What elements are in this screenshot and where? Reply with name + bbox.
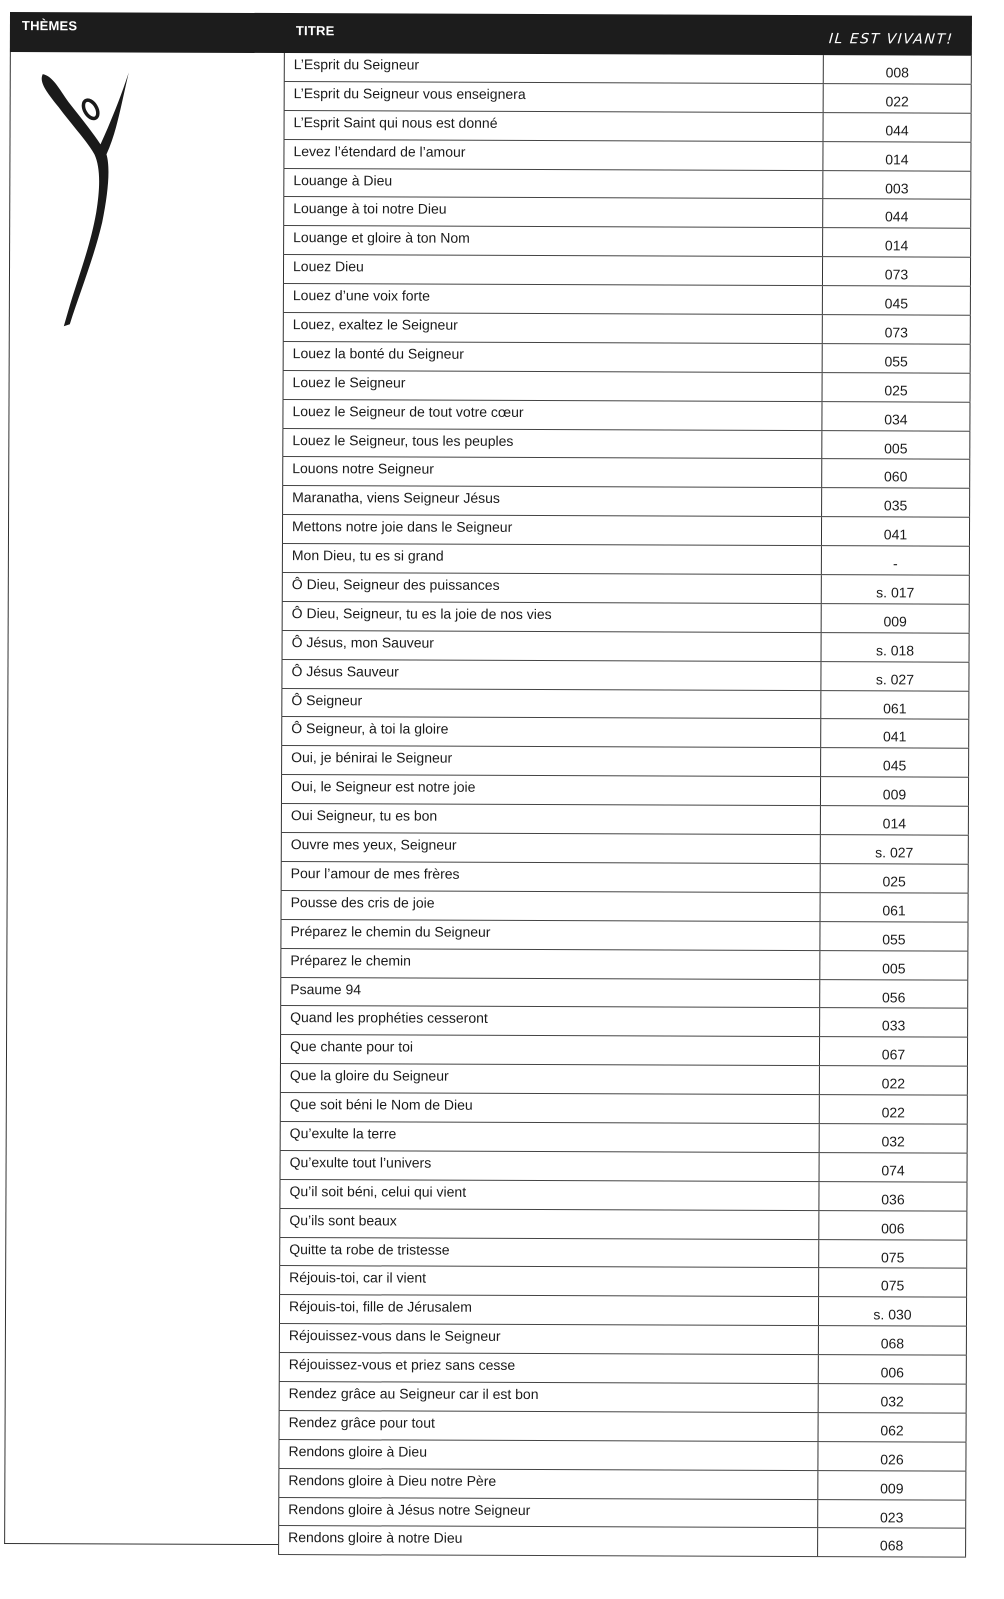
table-row: [280, 920, 968, 952]
song-number-cell: 009: [818, 1471, 966, 1499]
song-title-cell: Rendons gloire à Jésus notre Seigneur: [278, 1498, 818, 1528]
table-row: [281, 804, 969, 836]
table-row: [280, 1006, 968, 1038]
song-number-cell: 022: [824, 84, 972, 112]
song-title-cell: Réjouissez-vous dans le Seigneur: [279, 1324, 819, 1354]
themes-column: [4, 52, 284, 1545]
song-title-cell: L’Esprit Saint qui nous est donné: [284, 111, 824, 141]
song-number-cell: 032: [820, 1124, 968, 1152]
song-title-cell: Ô Jésus Sauveur: [281, 660, 821, 690]
song-number-cell: 036: [819, 1182, 967, 1210]
song-title-cell: Louez, exaltez le Seigneur: [283, 313, 823, 343]
song-title-cell: Louange à Dieu: [283, 169, 823, 199]
table-row: [283, 140, 971, 172]
song-title-cell: Louez le Seigneur de tout votre cœur: [282, 400, 822, 430]
song-number-cell: 014: [823, 228, 971, 256]
table-row: [279, 1266, 967, 1298]
table-row: [279, 1382, 967, 1414]
song-number-cell: 075: [819, 1269, 967, 1297]
song-title-cell: Ouvre mes yeux, Seigneur: [281, 833, 821, 863]
song-title-cell: Louez le Seigneur, tous les peuples: [282, 429, 822, 459]
song-title-cell: Levez l’étendard de l’amour: [283, 140, 823, 170]
table-row: [281, 660, 969, 692]
song-number-cell: s. 027: [821, 835, 969, 863]
table-row: [280, 1151, 968, 1183]
song-number-cell: 073: [823, 257, 971, 285]
song-title-cell: Ô Jésus, mon Sauveur: [282, 631, 822, 661]
song-number-cell: 041: [822, 517, 970, 545]
song-number-cell: 026: [818, 1442, 966, 1470]
song-title-cell: Oui, le Seigneur est notre joie: [281, 775, 821, 805]
table-row: [282, 573, 970, 605]
song-number-cell: s. 027: [821, 662, 969, 690]
table-row: [279, 1353, 967, 1385]
table-row: [283, 284, 971, 316]
song-number-cell: 014: [823, 142, 971, 170]
table-row: [279, 1295, 967, 1327]
table-row: [281, 833, 969, 865]
song-title-cell: Louez Dieu: [283, 255, 823, 285]
song-number-cell: 068: [819, 1326, 967, 1354]
song-title-cell: Pousse des cris de joie: [281, 891, 821, 921]
song-title-cell: Mettons notre joie dans le Seigneur: [282, 515, 822, 545]
song-title-cell: Louons notre Seigneur: [282, 458, 822, 488]
song-title-cell: Rendons gloire à Dieu: [278, 1440, 818, 1470]
table-row: [283, 342, 971, 374]
dancing-figure-icon: [28, 62, 139, 332]
table-row: [282, 602, 970, 634]
song-title-cell: Qu’exulte la terre: [280, 1122, 820, 1152]
table-row: [282, 458, 970, 490]
song-number-cell: 008: [824, 55, 972, 83]
song-number-cell: 061: [821, 893, 969, 921]
song-title-cell: L’Esprit du Seigneur vous enseignera: [284, 82, 824, 112]
song-number-cell: 009: [821, 777, 969, 805]
song-number-cell: 022: [820, 1066, 968, 1094]
song-title-cell: Que soit béni le Nom de Dieu: [280, 1093, 820, 1123]
table-row: [284, 53, 972, 85]
song-title-cell: Rendez grâce au Seigneur car il est bon: [279, 1382, 819, 1412]
song-number-cell: 060: [822, 460, 970, 488]
table-row: [282, 486, 970, 518]
song-number-cell: 044: [823, 200, 971, 228]
song-number-cell: s. 030: [819, 1297, 967, 1325]
table-row: [284, 111, 972, 143]
song-title-cell: Qu’il soit béni, celui qui vient: [279, 1180, 819, 1210]
title-column-header: TITRE: [295, 23, 335, 39]
table-header: [10, 12, 972, 56]
collection-column-header: IL EST VIVANT!: [828, 31, 955, 48]
song-title-cell: Oui, je bénirai le Seigneur: [281, 746, 821, 776]
table-row: [279, 1238, 967, 1270]
song-number-cell: 075: [819, 1240, 967, 1268]
song-number-cell: 068: [818, 1529, 966, 1557]
song-number-cell: 055: [823, 344, 971, 372]
table-row: [280, 1122, 968, 1154]
song-number-cell: 009: [822, 604, 970, 632]
table-row: [283, 313, 971, 345]
song-title-cell: Préparez le chemin du Seigneur: [280, 920, 820, 950]
song-title-cell: Louez la bonté du Seigneur: [283, 342, 823, 372]
table-row: [281, 862, 969, 894]
song-title-cell: Rendons gloire à Dieu notre Père: [278, 1469, 818, 1499]
song-title-cell: Ô Dieu, Seigneur, tu es la joie de nos vies: [282, 602, 822, 632]
song-number-cell: 014: [821, 806, 969, 834]
song-title-cell: Qu’ils sont beaux: [279, 1209, 819, 1239]
table-row: [279, 1411, 967, 1443]
table-row: [281, 718, 969, 750]
table-row: [280, 978, 968, 1010]
song-title-cell: Rendons gloire à notre Dieu: [278, 1526, 818, 1556]
song-title-cell: Que la gloire du Seigneur: [280, 1064, 820, 1094]
table-row: [282, 515, 970, 547]
song-number-cell: 006: [819, 1355, 967, 1383]
song-number-cell: 034: [822, 402, 970, 430]
table-row: [282, 631, 970, 663]
song-title-cell: Louez d’une voix forte: [283, 284, 823, 314]
song-title-cell: Quitte ta robe de tristesse: [279, 1238, 819, 1268]
table-row: [279, 1209, 967, 1241]
song-title-cell: Maranatha, viens Seigneur Jésus: [282, 486, 822, 516]
table-row: [278, 1440, 966, 1472]
song-number-cell: s. 018: [822, 633, 970, 661]
song-title-cell: Louange à toi notre Dieu: [283, 198, 823, 228]
song-number-cell: 056: [820, 980, 968, 1008]
song-number-cell: 045: [823, 286, 971, 314]
table-row: [283, 169, 971, 201]
table-row: [282, 429, 970, 461]
figure-head: [80, 98, 100, 121]
song-number-cell: 006: [819, 1211, 967, 1239]
song-title-cell: Ô Seigneur: [281, 689, 821, 719]
song-title-cell: Rendez grâce pour tout: [279, 1411, 819, 1441]
song-number-cell: 035: [822, 488, 970, 516]
table-row: [279, 1324, 967, 1356]
table-row: [284, 82, 972, 114]
song-number-cell: 041: [821, 720, 969, 748]
song-title-cell: Mon Dieu, tu es si grand: [282, 544, 822, 574]
song-title-cell: Réjouis-toi, car il vient: [279, 1266, 819, 1296]
song-title-cell: Oui Seigneur, tu es bon: [281, 804, 821, 834]
song-title-cell: Préparez le chemin: [280, 949, 820, 979]
table-row: [278, 1498, 966, 1530]
song-number-cell: 073: [823, 315, 971, 343]
song-number-cell: s. 017: [822, 575, 970, 603]
song-number-cell: 067: [820, 1037, 968, 1065]
song-number-cell: 005: [820, 951, 968, 979]
table-row: [283, 198, 971, 230]
song-number-cell: 003: [823, 171, 971, 199]
table-row: [281, 746, 969, 778]
table-row: [283, 371, 971, 403]
table-row: [281, 891, 969, 923]
song-table: [278, 53, 972, 1558]
song-title-cell: Ô Seigneur, à toi la gloire: [281, 718, 821, 748]
song-number-cell: 005: [822, 431, 970, 459]
song-number-cell: 023: [818, 1500, 966, 1528]
song-number-cell: 032: [819, 1384, 967, 1412]
song-number-cell: 022: [820, 1095, 968, 1123]
song-title-cell: Réjouissez-vous et priez sans cesse: [279, 1353, 819, 1383]
song-title-cell: Louange et gloire à ton Nom: [283, 226, 823, 256]
song-number-cell: 044: [824, 113, 972, 141]
song-index-page: [4, 12, 972, 1554]
song-title-cell: Que chante pour toi: [280, 1035, 820, 1065]
song-title-cell: Louez le Seigneur: [283, 371, 823, 401]
song-title-cell: Psaume 94: [280, 978, 820, 1008]
song-number-cell: 025: [821, 864, 969, 892]
song-number-cell: 045: [821, 748, 969, 776]
table-row: [279, 1180, 967, 1212]
table-row: [278, 1469, 966, 1501]
table-row: [280, 1093, 968, 1125]
song-title-cell: L’Esprit du Seigneur: [284, 53, 824, 83]
table-row: [283, 255, 971, 287]
table-row: [281, 775, 969, 807]
themes-column-header: THÈMES: [21, 18, 78, 34]
table-row: [280, 949, 968, 981]
song-number-cell: 025: [823, 373, 971, 401]
table-row: [282, 544, 970, 576]
song-title-cell: Ô Dieu, Seigneur des puissances: [282, 573, 822, 603]
song-number-cell: 074: [820, 1153, 968, 1181]
table-row: [281, 689, 969, 721]
table-row: [278, 1526, 966, 1558]
table-row: [283, 226, 971, 258]
song-title-cell: Qu’exulte tout l’univers: [280, 1151, 820, 1181]
table-row: [280, 1064, 968, 1096]
song-number-cell: 062: [819, 1413, 967, 1441]
song-number-cell: -: [822, 546, 970, 574]
song-title-cell: Pour l’amour de mes frères: [281, 862, 821, 892]
table-row: [282, 400, 970, 432]
song-number-cell: 061: [821, 691, 969, 719]
table-row: [280, 1035, 968, 1067]
song-title-cell: Réjouis-toi, fille de Jérusalem: [279, 1295, 819, 1325]
song-number-cell: 055: [820, 922, 968, 950]
song-title-cell: Quand les prophéties cesseront: [280, 1006, 820, 1036]
song-number-cell: 033: [820, 1009, 968, 1037]
